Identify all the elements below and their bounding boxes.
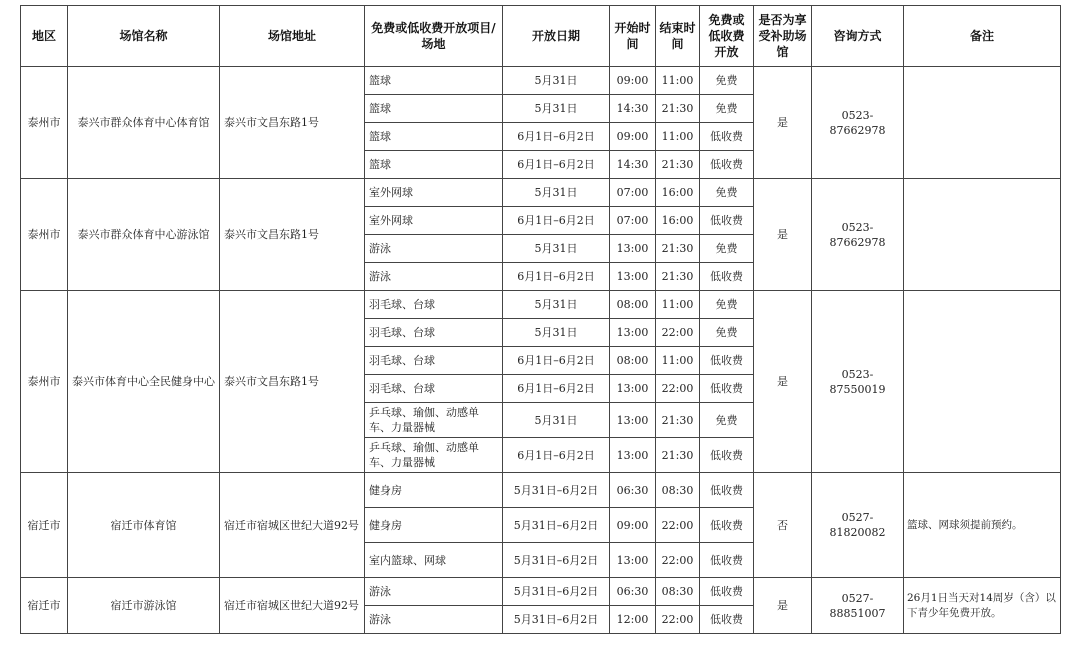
date-cell: 5月31日 xyxy=(503,291,610,319)
fee-cell: 低收费 xyxy=(700,438,754,473)
contact-cell: 0527-81820082 xyxy=(812,473,904,578)
fee-cell: 低收费 xyxy=(700,263,754,291)
table-row xyxy=(21,291,1061,319)
subsidized-cell: 否 xyxy=(754,473,812,578)
date-cell: 5月31日–6月2日 xyxy=(503,578,610,606)
fee-cell: 低收费 xyxy=(700,347,754,375)
remark-cell xyxy=(904,67,1061,179)
start-cell: 13:00 xyxy=(610,438,656,473)
remark-cell: 篮球、网球须提前预约。 xyxy=(904,473,1061,578)
region-cell: 宿迁市 xyxy=(21,473,68,578)
date-cell: 6月1日–6月2日 xyxy=(503,347,610,375)
end-cell: 22:00 xyxy=(656,543,700,578)
date-cell: 5月31日–6月2日 xyxy=(503,543,610,578)
start-cell: 06:30 xyxy=(610,578,656,606)
remark-cell xyxy=(904,291,1061,473)
start-cell: 12:00 xyxy=(610,606,656,634)
item-cell: 游泳 xyxy=(365,235,503,263)
fee-cell: 低收费 xyxy=(700,508,754,543)
fee-cell: 低收费 xyxy=(700,543,754,578)
item-cell: 羽毛球、台球 xyxy=(365,375,503,403)
contact-cell: 0523-87662978 xyxy=(812,179,904,291)
date-cell: 5月31日–6月2日 xyxy=(503,473,610,508)
address-cell: 宿迁市宿城区世纪大道92号 xyxy=(220,473,365,578)
date-cell: 5月31日 xyxy=(503,235,610,263)
header-remark: 备注 xyxy=(904,6,1061,67)
venue-table xyxy=(20,5,1061,634)
date-cell: 5月31日–6月2日 xyxy=(503,508,610,543)
end-cell: 16:00 xyxy=(656,179,700,207)
fee-cell: 免费 xyxy=(700,319,754,347)
end-cell: 11:00 xyxy=(656,347,700,375)
start-cell: 07:00 xyxy=(610,179,656,207)
item-cell: 篮球 xyxy=(365,151,503,179)
region-cell: 泰州市 xyxy=(21,291,68,473)
fee-cell: 免费 xyxy=(700,291,754,319)
start-cell: 09:00 xyxy=(610,67,656,95)
end-cell: 22:00 xyxy=(656,606,700,634)
address-cell: 泰兴市文昌东路1号 xyxy=(220,179,365,291)
end-cell: 11:00 xyxy=(656,291,700,319)
venue-cell: 泰兴市群众体育中心游泳馆 xyxy=(68,179,220,291)
end-cell: 08:30 xyxy=(656,578,700,606)
start-cell: 09:00 xyxy=(610,123,656,151)
venue-cell: 宿迁市游泳馆 xyxy=(68,578,220,634)
start-cell: 08:00 xyxy=(610,347,656,375)
table-row xyxy=(21,473,1061,508)
remark-cell: 26月1日当天对14周岁（含）以下青少年免费开放。 xyxy=(904,578,1061,634)
table-row xyxy=(21,578,1061,606)
date-cell: 5月31日 xyxy=(503,403,610,438)
item-cell: 健身房 xyxy=(365,473,503,508)
date-cell: 6月1日–6月2日 xyxy=(503,123,610,151)
item-cell: 健身房 xyxy=(365,508,503,543)
date-cell: 5月31日 xyxy=(503,95,610,123)
header-start: 开始时间 xyxy=(610,6,656,67)
header-address: 场馆地址 xyxy=(220,6,365,67)
item-cell: 篮球 xyxy=(365,67,503,95)
fee-cell: 免费 xyxy=(700,67,754,95)
fee-cell: 免费 xyxy=(700,235,754,263)
end-cell: 21:30 xyxy=(656,235,700,263)
header-date: 开放日期 xyxy=(503,6,610,67)
start-cell: 06:30 xyxy=(610,473,656,508)
fee-cell: 低收费 xyxy=(700,151,754,179)
address-cell: 宿迁市宿城区世纪大道92号 xyxy=(220,578,365,634)
end-cell: 21:30 xyxy=(656,263,700,291)
date-cell: 5月31日–6月2日 xyxy=(503,606,610,634)
start-cell: 09:00 xyxy=(610,508,656,543)
table-row xyxy=(21,179,1061,207)
header-item: 免费或低收费开放项目/场地 xyxy=(365,6,503,67)
item-cell: 游泳 xyxy=(365,578,503,606)
end-cell: 22:00 xyxy=(656,508,700,543)
item-cell: 羽毛球、台球 xyxy=(365,347,503,375)
item-cell: 室外网球 xyxy=(365,207,503,235)
end-cell: 21:30 xyxy=(656,95,700,123)
fee-cell: 低收费 xyxy=(700,207,754,235)
item-cell: 乒乓球、瑜伽、动感单车、力量器械 xyxy=(365,403,503,438)
start-cell: 14:30 xyxy=(610,151,656,179)
date-cell: 6月1日–6月2日 xyxy=(503,375,610,403)
start-cell: 13:00 xyxy=(610,319,656,347)
end-cell: 22:00 xyxy=(656,319,700,347)
contact-cell: 0523-87662978 xyxy=(812,67,904,179)
fee-cell: 免费 xyxy=(700,403,754,438)
end-cell: 08:30 xyxy=(656,473,700,508)
date-cell: 5月31日 xyxy=(503,319,610,347)
date-cell: 6月1日–6月2日 xyxy=(503,207,610,235)
start-cell: 13:00 xyxy=(610,235,656,263)
end-cell: 11:00 xyxy=(656,123,700,151)
item-cell: 游泳 xyxy=(365,263,503,291)
item-cell: 羽毛球、台球 xyxy=(365,319,503,347)
end-cell: 21:30 xyxy=(656,403,700,438)
address-cell: 泰兴市文昌东路1号 xyxy=(220,291,365,473)
end-cell: 21:30 xyxy=(656,438,700,473)
date-cell: 6月1日–6月2日 xyxy=(503,263,610,291)
fee-cell: 低收费 xyxy=(700,578,754,606)
header-fee: 免费或低收费开放 xyxy=(700,6,754,67)
venue-cell: 泰兴市群众体育中心体育馆 xyxy=(68,67,220,179)
header-venue: 场馆名称 xyxy=(68,6,220,67)
contact-cell: 0523-87550019 xyxy=(812,291,904,473)
header-contact: 咨询方式 xyxy=(812,6,904,67)
start-cell: 14:30 xyxy=(610,95,656,123)
end-cell: 21:30 xyxy=(656,151,700,179)
subsidized-cell: 是 xyxy=(754,67,812,179)
header-end: 结束时间 xyxy=(656,6,700,67)
venue-cell: 宿迁市体育馆 xyxy=(68,473,220,578)
item-cell: 羽毛球、台球 xyxy=(365,291,503,319)
start-cell: 13:00 xyxy=(610,375,656,403)
item-cell: 室内篮球、网球 xyxy=(365,543,503,578)
date-cell: 6月1日–6月2日 xyxy=(503,151,610,179)
header-row xyxy=(21,6,1061,67)
venue-cell: 泰兴市体育中心全民健身中心 xyxy=(68,291,220,473)
start-cell: 13:00 xyxy=(610,403,656,438)
address-cell: 泰兴市文昌东路1号 xyxy=(220,67,365,179)
fee-cell: 低收费 xyxy=(700,123,754,151)
item-cell: 室外网球 xyxy=(365,179,503,207)
date-cell: 5月31日 xyxy=(503,179,610,207)
item-cell: 篮球 xyxy=(365,123,503,151)
end-cell: 16:00 xyxy=(656,207,700,235)
fee-cell: 低收费 xyxy=(700,375,754,403)
end-cell: 22:00 xyxy=(656,375,700,403)
start-cell: 13:00 xyxy=(610,543,656,578)
header-subsidized: 是否为享受补助场馆 xyxy=(754,6,812,67)
region-cell: 宿迁市 xyxy=(21,578,68,634)
start-cell: 13:00 xyxy=(610,263,656,291)
date-cell: 5月31日 xyxy=(503,67,610,95)
remark-cell xyxy=(904,179,1061,291)
contact-cell: 0527-88851007 xyxy=(812,578,904,634)
region-cell: 泰州市 xyxy=(21,179,68,291)
date-cell: 6月1日–6月2日 xyxy=(503,438,610,473)
subsidized-cell: 是 xyxy=(754,578,812,634)
region-cell: 泰州市 xyxy=(21,67,68,179)
table-row xyxy=(21,67,1061,95)
end-cell: 11:00 xyxy=(656,67,700,95)
item-cell: 篮球 xyxy=(365,95,503,123)
header-region: 地区 xyxy=(21,6,68,67)
start-cell: 07:00 xyxy=(610,207,656,235)
fee-cell: 免费 xyxy=(700,95,754,123)
subsidized-cell: 是 xyxy=(754,291,812,473)
fee-cell: 低收费 xyxy=(700,606,754,634)
fee-cell: 免费 xyxy=(700,179,754,207)
subsidized-cell: 是 xyxy=(754,179,812,291)
start-cell: 08:00 xyxy=(610,291,656,319)
item-cell: 乒乓球、瑜伽、动感单车、力量器械 xyxy=(365,438,503,473)
item-cell: 游泳 xyxy=(365,606,503,634)
fee-cell: 低收费 xyxy=(700,473,754,508)
